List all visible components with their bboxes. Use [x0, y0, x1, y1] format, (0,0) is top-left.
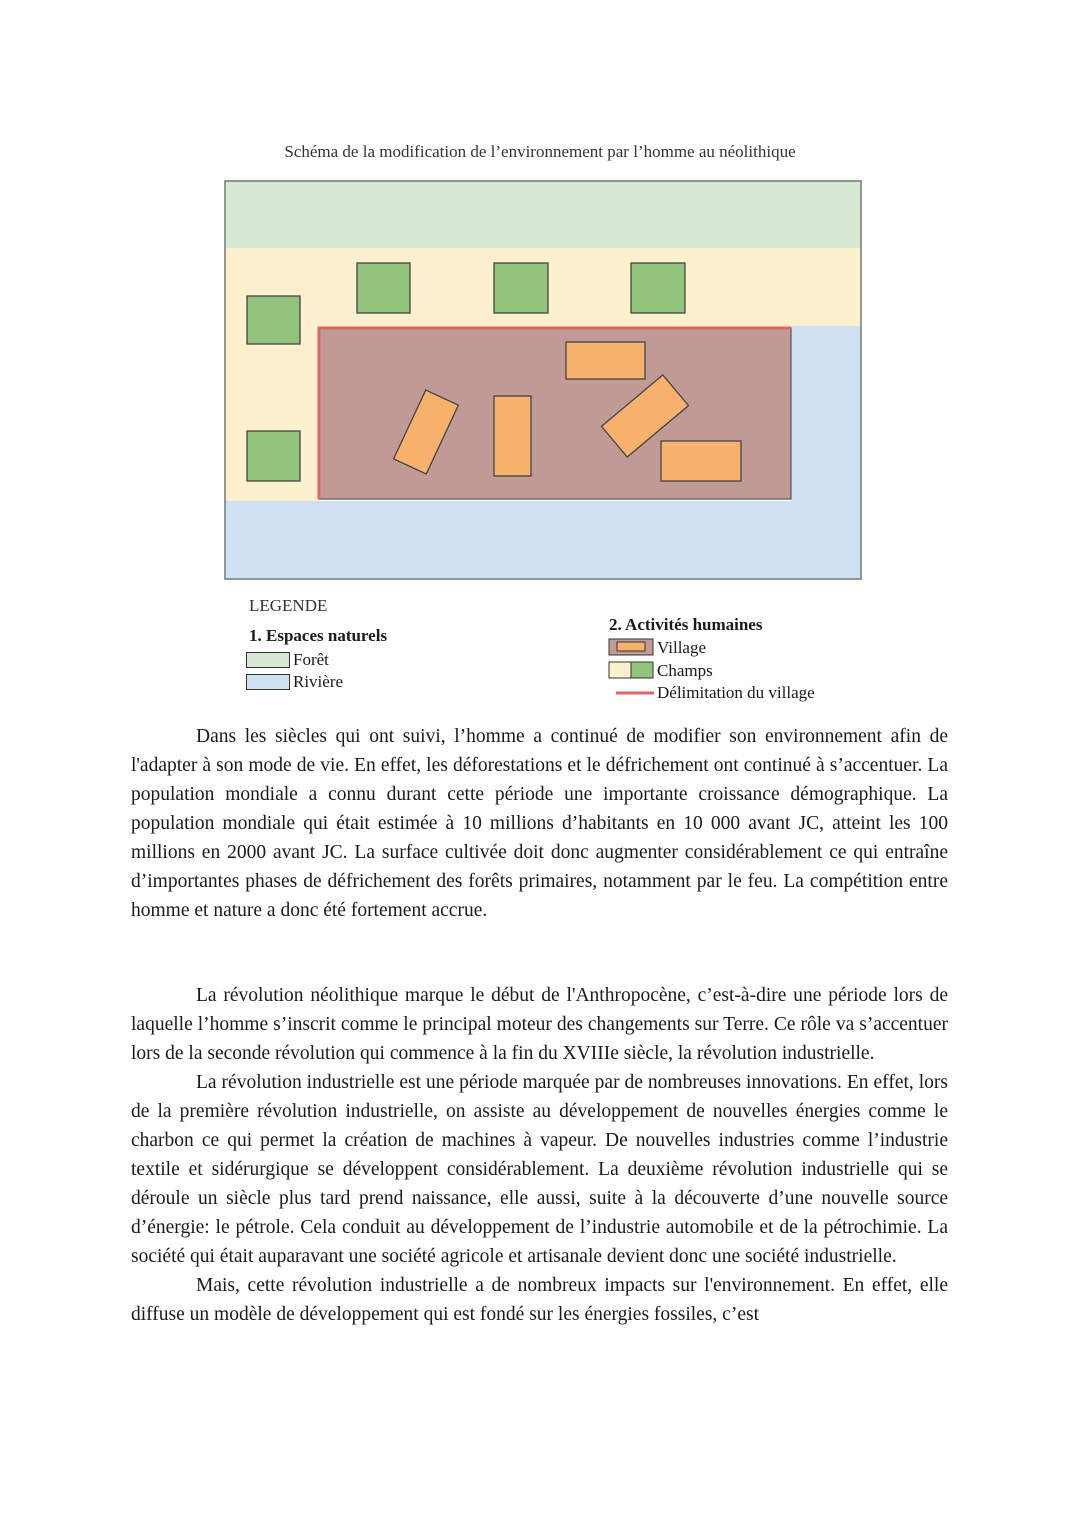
legend-item-village: [608, 637, 706, 659]
legend-natural-heading: 1. Espaces naturels: [249, 626, 388, 645]
legend-champs-label: Champs: [657, 661, 713, 680]
field-plot: [247, 431, 300, 481]
field-plot: [357, 263, 410, 313]
field-plot: [247, 296, 300, 344]
paragraph-text: La révolution néolithique marque le début de l'Anthropocène, c’est-à-dire une période lors de laquelle l’homme s’inscrit comme le principal moteur des changements sur Terre. Ce rôle va s’accentuer lors de la seconde révolution qui commence à la fin du XVIIIe siècle, la révolution industrielle.: [131, 985, 948, 1064]
paragraph-text: Mais, cette révolution industrielle a de nombreux impacts sur l'environnement. En effet, elle diffuse un modèle de développement qui est fondé sur les énergies fossiles, c’est: [131, 1275, 948, 1325]
village-swatch: [608, 638, 654, 656]
legend-item-delimitation: [608, 682, 815, 704]
figure-title: Schéma de la modification de l’environnement par l’homme au néolithique: [284, 142, 796, 161]
legend-item-riviere: [246, 671, 343, 693]
paragraph-text: La révolution industrielle est une période marquée par de nombreuses innovations. En effet, lors de la première révolution industrielle, on assiste au développement de nouvelles énergies comme le charbon ce qui permet la création de machines à vapeur. De nouvelles industries comme l’industrie textile et sidérurgique se développent considérablement. La deuxième révolution industrielle qui se déroule un siècle plus tard prend naissance, elle aussi, suite à la découverte d’une nouvelle source d’énergie: le pétrole. Cela conduit au développement de l’industrie automobile et de la pétrochimie. La société qui était auparavant une société agricole et artisanale devient donc une société industrielle.: [131, 1072, 948, 1267]
foret-swatch: [246, 652, 290, 668]
body-paragraphs-2: [131, 981, 948, 1329]
house: [566, 342, 645, 379]
legend-item-foret: [246, 649, 329, 671]
river-zone-bottom: [225, 501, 861, 579]
legend-village-label: Village: [657, 638, 707, 657]
house: [494, 396, 531, 476]
legend-riviere-label: Rivière: [293, 672, 344, 691]
riviere-swatch: [246, 674, 290, 690]
legend-title: LEGENDE: [249, 596, 328, 615]
paragraph-text: Dans les siècles qui ont suivi, l’homme a continué de modifier son environnement afin de l'adapter à son mode de vie. En effet, les déforestations et le défrichement ont continué à s’accentuer. La population mondiale a connu durant cette période une importante croissance démographique. La population mondiale qui était estimée à 10 millions d’habitants en 10 000 avant JC, atteint les 100 millions en 2000 avant JC. La surface cultivée doit donc augmenter considérablement ce qui entraîne d’importantes phases de défrichement des forêts primaires, notamment par le feu. La compétition entre homme et nature a donc été fortement accrue.: [131, 726, 948, 921]
house: [661, 441, 741, 481]
legend-foret-label: Forêt: [293, 650, 329, 669]
body-paragraph-1: [131, 722, 948, 925]
environment-diagram: [224, 180, 864, 582]
champs-swatch: [608, 661, 654, 679]
delimitation-swatch: [608, 683, 654, 701]
legend-human-heading: 2. Activités humaines: [609, 615, 763, 634]
legend-delimitation-label: Délimitation du village: [657, 683, 815, 702]
legend-item-champs: [608, 660, 713, 682]
field-plot: [631, 263, 685, 313]
field-plot: [494, 263, 548, 313]
river-zone: [791, 326, 861, 501]
forest-zone: [225, 181, 861, 248]
